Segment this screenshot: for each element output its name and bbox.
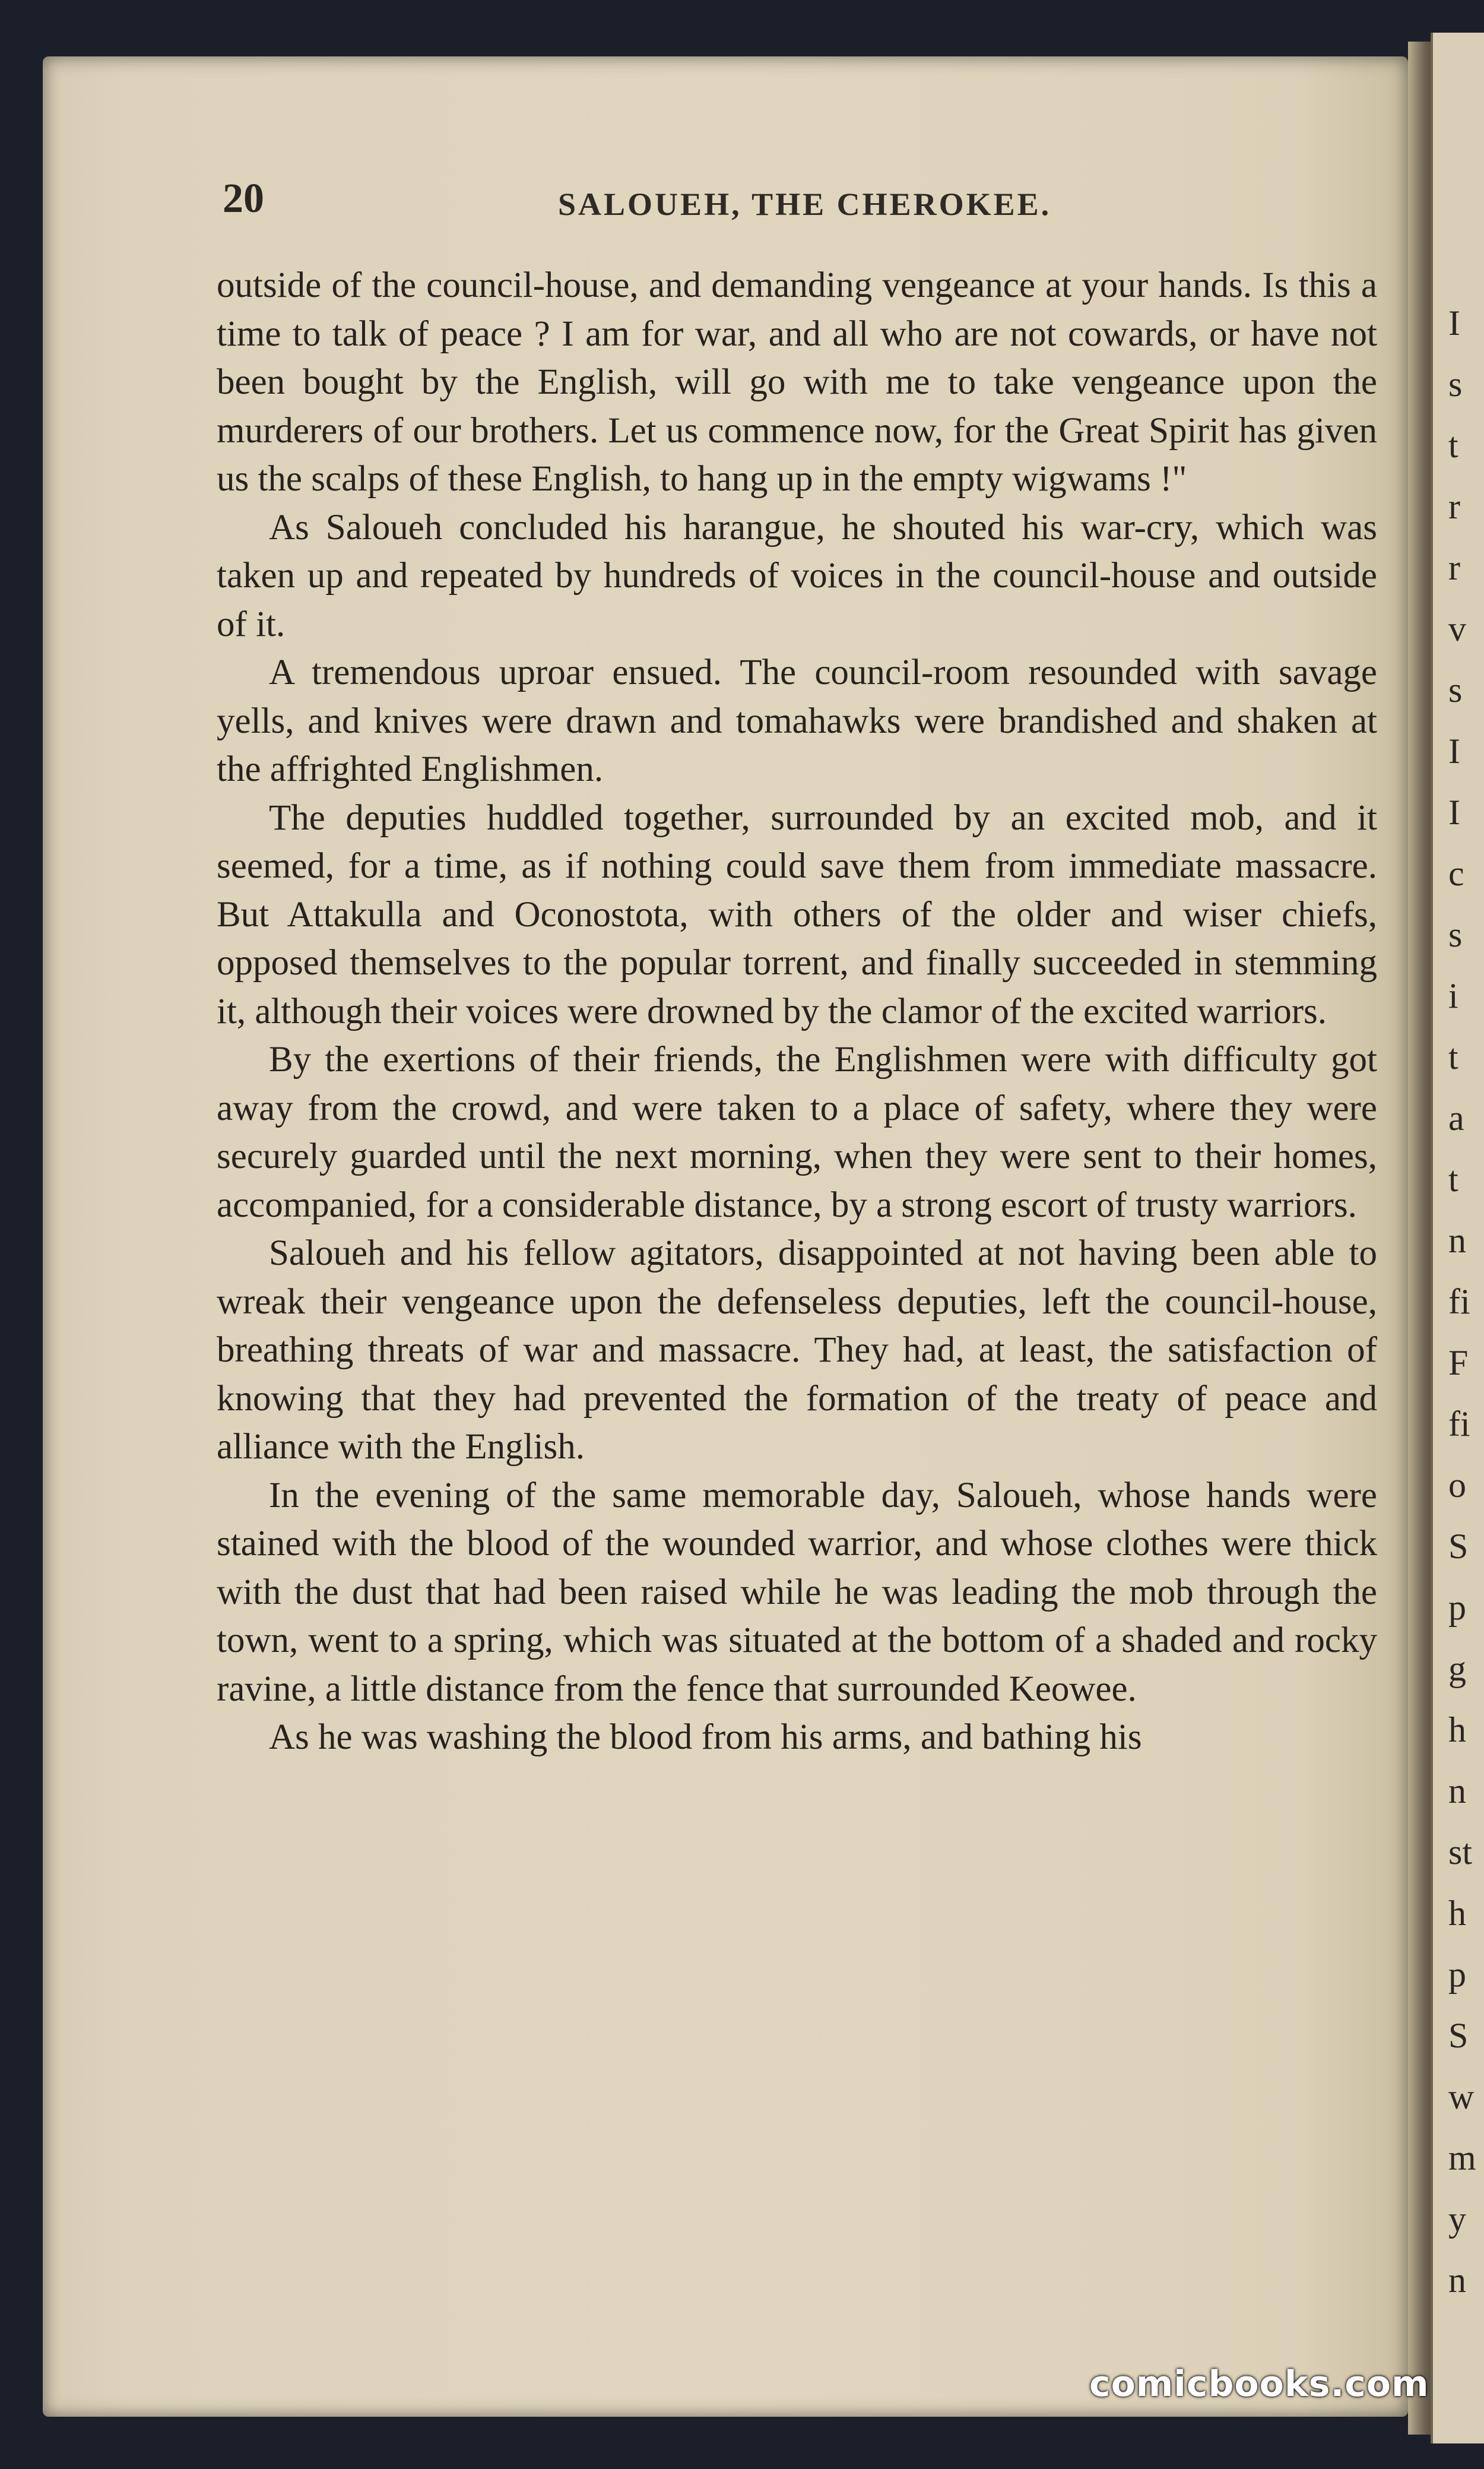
next-page-fragment: t bbox=[1448, 426, 1458, 465]
next-page-fragment: n bbox=[1448, 2261, 1466, 2300]
next-page-fragment: o bbox=[1448, 1465, 1466, 1505]
next-page-fragment: S bbox=[1448, 2016, 1469, 2055]
next-page-fragment: h bbox=[1448, 1894, 1466, 1933]
next-page-fragment: s bbox=[1448, 365, 1463, 404]
next-page-fragment: c bbox=[1448, 854, 1464, 893]
paragraph: Saloueh and his fellow agitators, disappointed at not having been able to wreak their vengeance upon the defenseless deputies, left the council-house, breathing threats of war and massacre. They had, at least, the satisfaction of knowing that they had prevented the formation of the treaty of peace and alliance with the English. bbox=[217, 1233, 1377, 1467]
next-page-fragment: h bbox=[1448, 1710, 1466, 1749]
next-page-fragment: r bbox=[1448, 487, 1460, 526]
next-page-fragment: m bbox=[1448, 2138, 1476, 2177]
paragraph: In the evening of the same memorable day, Saloueh, whose hands were stained with the blood of the wounded warrior, and whose clothes were thick with the dust that had been raised while he was leading the mob through the town, went to a spring, which was situated at the bottom of a shaded and rocky ravine, a little distance from the fence that surrounded Keowee. bbox=[217, 1475, 1377, 1709]
next-page-fragment: a bbox=[1448, 1099, 1464, 1138]
next-page-fragment: fi bbox=[1448, 1282, 1470, 1321]
next-page-fragment: I bbox=[1448, 732, 1460, 771]
next-page-fragment: S bbox=[1448, 1527, 1469, 1566]
next-page-fragment: v bbox=[1448, 609, 1466, 648]
next-page-fragment: I bbox=[1448, 793, 1460, 832]
paragraph: The deputies huddled together, surrounded by an excited mob, and it seemed, for a time, as if nothing could save them from immediate massacre. But Attakulla and Oconostota, with others of the older and wiser chiefs, opposed themselves to the popular torrent, and finally succeeded in stemming it, although their voices were drowned by the clamor of the excited warriors. bbox=[217, 797, 1377, 1031]
next-page-fragment: I bbox=[1448, 303, 1460, 343]
next-page-fragment: i bbox=[1448, 976, 1458, 1015]
paragraph: By the exertions of their friends, the Englishmen were with difficulty got away from the crowd, and were taken to a place of safety, where they were securely guarded until the next morning, when they were sent to their homes, accompanied, for a considerable distance, by a strong escort of trusty warriors. bbox=[217, 1040, 1377, 1225]
next-page-fragment: st bbox=[1448, 1832, 1473, 1872]
next-page-fragment: y bbox=[1448, 2199, 1466, 2239]
next-page-fragment: w bbox=[1448, 2077, 1475, 2116]
next-page-fragment: p bbox=[1448, 1588, 1466, 1627]
next-page-fragment: F bbox=[1448, 1343, 1469, 1382]
paragraph: A tremendous uproar ensued. The council-room resounded with savage yells, and knives were drawn and tomahawks were brandished and shaken at the affrighted Englishmen. bbox=[217, 653, 1377, 789]
next-page-fragment: t bbox=[1448, 1160, 1458, 1199]
watermark: comicbooks.com bbox=[1089, 2363, 1429, 2405]
next-page-fragment: n bbox=[1448, 1771, 1466, 1810]
page-header bbox=[223, 175, 1350, 223]
next-page-fragment: s bbox=[1448, 915, 1463, 954]
page-number: 20 bbox=[223, 176, 264, 221]
paragraph: As Saloueh concluded his harangue, he shouted his war-cry, which was taken up and repeated by hundreds of voices in the council-house and outside of it. bbox=[217, 507, 1377, 644]
next-page-fragment: g bbox=[1448, 1649, 1466, 1688]
next-page-fragment: r bbox=[1448, 548, 1460, 587]
paragraph: As he was washing the blood from his arms, and bathing his bbox=[269, 1717, 1142, 1757]
next-page-fragment: t bbox=[1448, 1037, 1458, 1077]
next-page-fragment: fi bbox=[1448, 1404, 1470, 1444]
body-text bbox=[217, 261, 1377, 1762]
next-page-fragment: n bbox=[1448, 1221, 1466, 1260]
paragraph: outside of the council-house, and demanding vengeance at your hands. Is this a time to talk of peace ? I am for war, and all who are not cowards, or have not been bought by the English, will go with me to take vengeance upon the murderers of our brothers. Let us commence now, for the Great Spirit has given us the scalps of these English, to hang up in the empty wigwams !" bbox=[217, 265, 1377, 499]
running-title: SALOUEH, THE CHEROKEE. bbox=[558, 186, 1052, 222]
next-page-fragment: s bbox=[1448, 670, 1463, 710]
next-page-fragment: p bbox=[1448, 1955, 1466, 1994]
